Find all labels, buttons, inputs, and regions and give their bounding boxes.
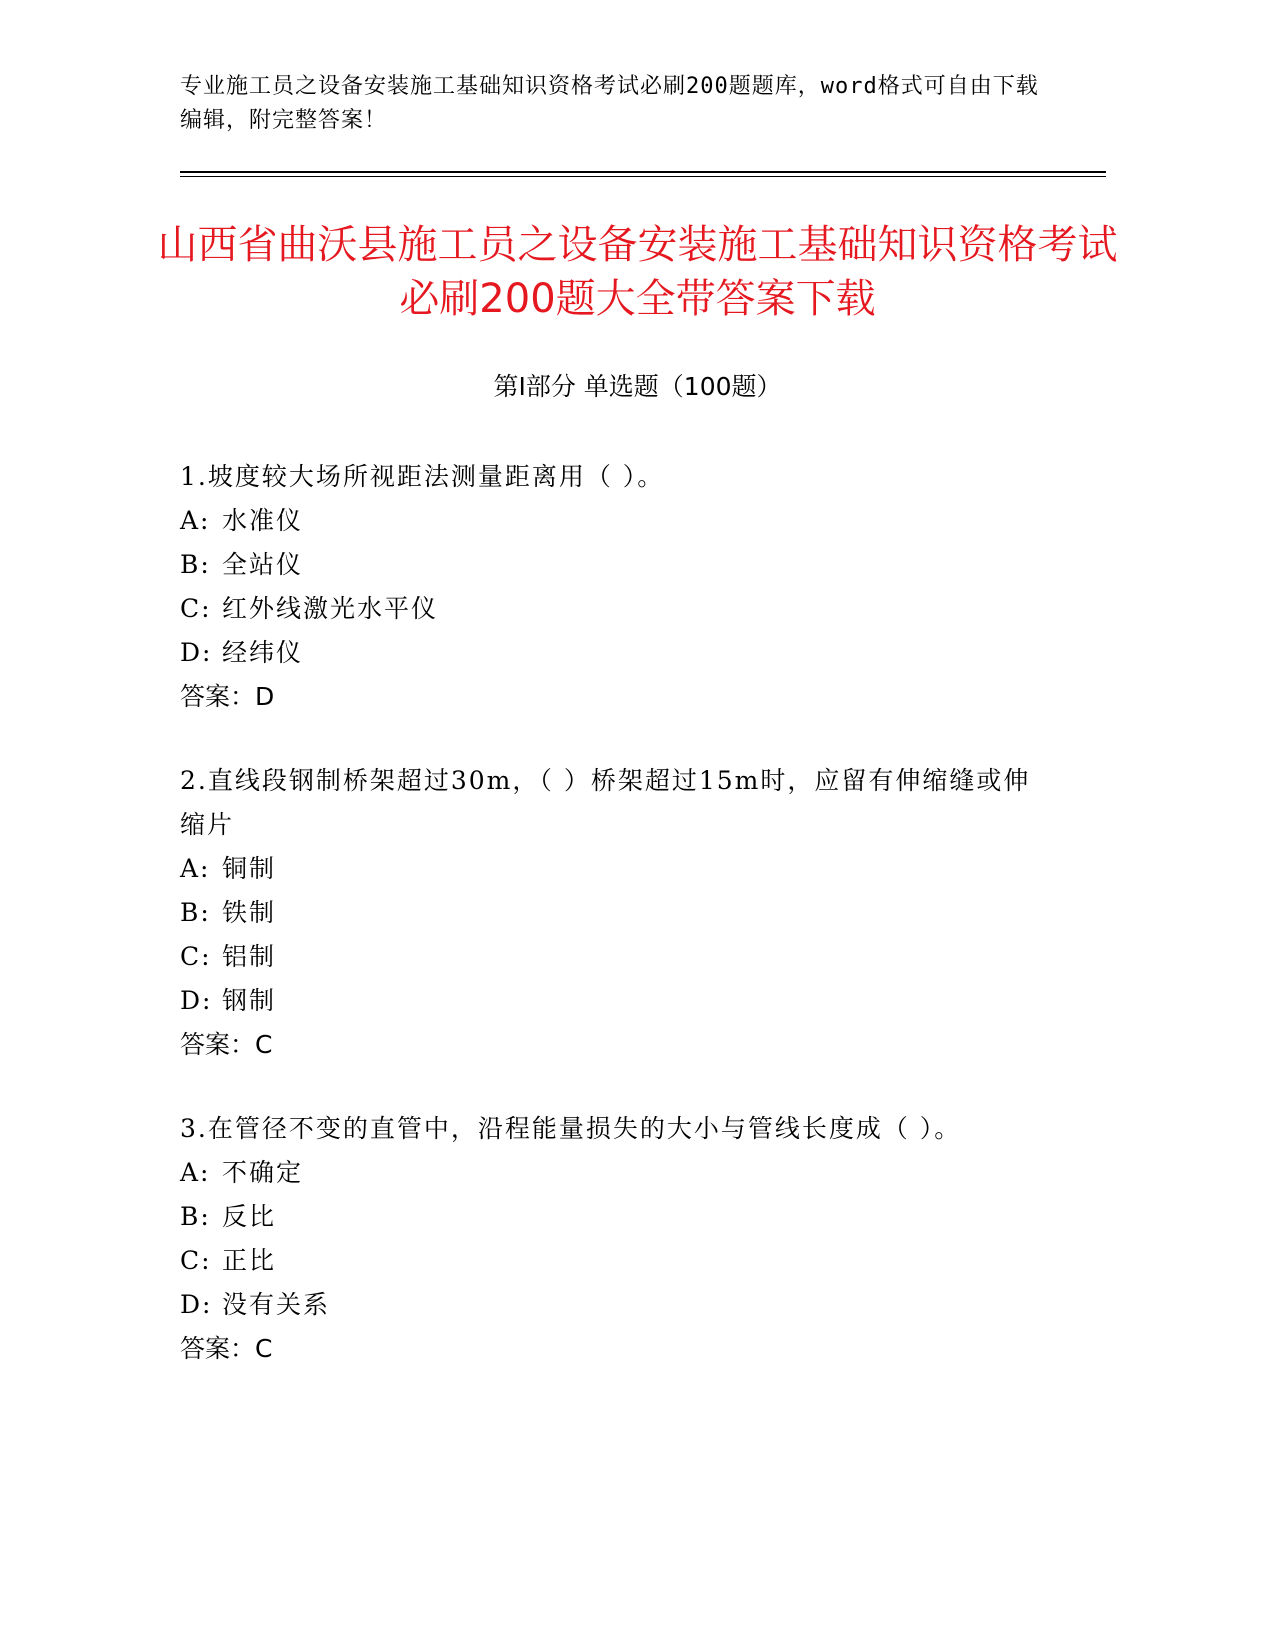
- answer-prefix: 答案：: [180, 1334, 256, 1363]
- answer-line: [180, 675, 1040, 719]
- question-3: [180, 1107, 1040, 1371]
- option-key: D:: [180, 1290, 213, 1319]
- option-key: B:: [180, 550, 211, 579]
- header-divider-thick: [180, 171, 1106, 173]
- option-key: A:: [180, 854, 211, 883]
- option-d: [180, 631, 1040, 675]
- option-b: [180, 543, 1040, 587]
- answer-line: [180, 1327, 1040, 1371]
- option-key: D:: [180, 986, 213, 1015]
- question-stem: 3.在管径不变的直管中，沿程能量损失的大小与管线长度成（ ）。: [180, 1114, 962, 1143]
- option-d: [180, 1283, 1040, 1327]
- answer-value: C: [255, 1334, 273, 1363]
- question-stem: 2.直线段钢制桥架超过30m，（ ）桥架超过15m时，应留有伸缩缝或伸缩片: [180, 766, 1031, 839]
- option-c: [180, 1239, 1040, 1283]
- header-divider-thin: [180, 176, 1106, 177]
- option-text: 红外线激光水平仪: [222, 594, 439, 623]
- option-key: C:: [180, 1246, 212, 1275]
- option-text: 钢制: [222, 986, 277, 1015]
- option-text: 正比: [222, 1246, 277, 1275]
- document-title: 山西省曲沃县施工员之设备安装施工基础知识资格考试必刷200题大全带答案下载: [157, 222, 1118, 322]
- option-text: 没有关系: [222, 1290, 331, 1319]
- option-key: D:: [180, 638, 213, 667]
- option-text: 铝制: [222, 942, 277, 971]
- option-key: C:: [180, 594, 212, 623]
- option-text: 全站仪: [222, 550, 304, 579]
- option-text: 铁制: [222, 898, 277, 927]
- option-d: [180, 979, 1040, 1023]
- answer-prefix: 答案：: [180, 1030, 256, 1059]
- option-key: C:: [180, 942, 212, 971]
- option-key: B:: [180, 1202, 211, 1231]
- answer-line: [180, 1023, 1040, 1067]
- question-1: [180, 455, 1040, 719]
- option-text: 反比: [222, 1202, 277, 1231]
- option-key: B:: [180, 898, 211, 927]
- option-c: [180, 587, 1040, 631]
- question-list: [180, 455, 1040, 1411]
- answer-value: C: [255, 1030, 273, 1059]
- option-a: [180, 1151, 1040, 1195]
- option-text: 经纬仪: [222, 638, 304, 667]
- option-key: A:: [180, 1158, 211, 1187]
- option-text: 不确定: [222, 1158, 304, 1187]
- option-c: [180, 935, 1040, 979]
- option-b: [180, 891, 1040, 935]
- answer-prefix: 答案：: [180, 682, 256, 711]
- section-title: 第Ⅰ部分 单选题（100题）: [493, 372, 782, 401]
- option-key: A:: [180, 506, 211, 535]
- question-2: [180, 759, 1040, 1067]
- option-a: [180, 499, 1040, 543]
- question-stem: 1.坡度较大场所视距法测量距离用（ ）。: [180, 462, 665, 491]
- answer-value: D: [255, 682, 275, 711]
- option-b: [180, 1195, 1040, 1239]
- option-text: 水准仪: [222, 506, 304, 535]
- option-a: [180, 847, 1040, 891]
- header-note: 专业施工员之设备安装施工基础知识资格考试必刷200题题库，word格式可自由下载编辑，附完整答案！: [180, 74, 1039, 133]
- option-text: 铜制: [222, 854, 277, 883]
